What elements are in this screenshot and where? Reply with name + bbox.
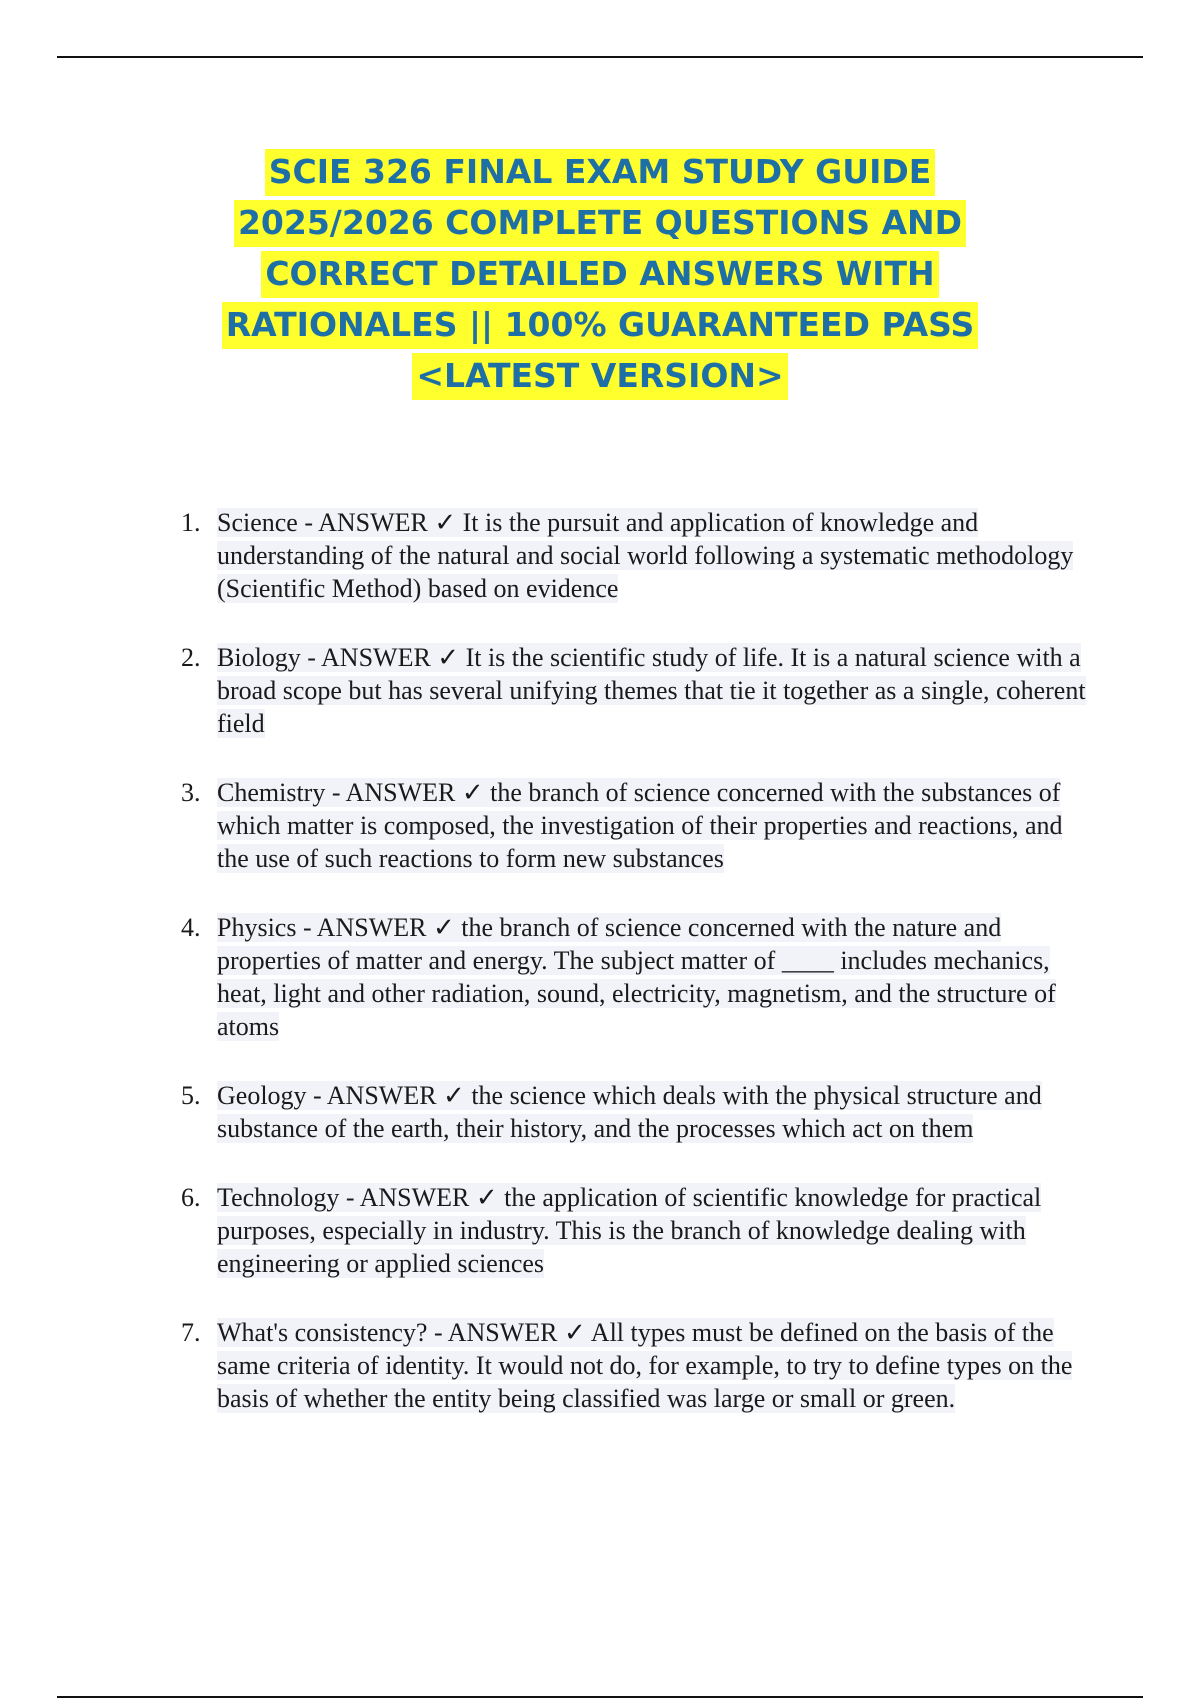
item-number: 5. xyxy=(181,1081,201,1110)
item-text: Technology - ANSWER ✓ the application of scientific knowledge for practical purposes, especially in industry. This is the branch of knowledge dealing with engineering or applied sciences xyxy=(217,1183,1042,1278)
list-item xyxy=(0,776,1200,875)
item-number: 2. xyxy=(181,643,201,672)
title-line: 2025/2026 COMPLETE QUESTIONS AND xyxy=(100,197,1100,248)
title-line: <LATEST VERSION> xyxy=(100,350,1100,401)
title-line: SCIE 326 FINAL EXAM STUDY GUIDE xyxy=(100,146,1100,197)
list-item xyxy=(0,506,1200,605)
item-number: 4. xyxy=(181,913,201,942)
title-line: CORRECT DETAILED ANSWERS WITH xyxy=(100,248,1100,299)
list-item xyxy=(0,911,1200,1043)
item-number: 7. xyxy=(181,1318,201,1347)
qa-list xyxy=(0,506,1200,1451)
list-item xyxy=(0,1181,1200,1280)
item-number: 3. xyxy=(181,778,201,807)
item-text: Chemistry - ANSWER ✓ the branch of science concerned with the substances of which matter is composed, the investigation of their properties and reactions, and the use of such reactions to form new substances xyxy=(217,778,1063,873)
list-item xyxy=(0,1316,1200,1415)
list-item xyxy=(0,1079,1200,1145)
list-item xyxy=(0,641,1200,740)
item-text: Physics - ANSWER ✓ the branch of science concerned with the nature and properties of matter and energy. The subject matter of ____ includes mechanics, heat, light and other radiation, sound, electricity, magnetism, and the structure of atoms xyxy=(217,913,1056,1041)
item-text: Science - ANSWER ✓ It is the pursuit and application of knowledge and understanding of the natural and social world following a systematic methodology (Scientific Method) based on evidence xyxy=(217,508,1074,603)
top-rule xyxy=(57,56,1143,58)
document-title xyxy=(100,146,1100,401)
item-text: Geology - ANSWER ✓ the science which deals with the physical structure and substance of the earth, their history, and the processes which act on them xyxy=(217,1081,1042,1143)
item-number: 6. xyxy=(181,1183,201,1212)
title-line: RATIONALES || 100% GUARANTEED PASS xyxy=(100,299,1100,350)
item-text: What's consistency? - ANSWER ✓ All types must be defined on the basis of the same criteria of identity. It would not do, for example, to try to define types on the basis of whether the entity being classified was large or small or green. xyxy=(217,1318,1073,1413)
item-text: Biology - ANSWER ✓ It is the scientific study of life. It is a natural science with a broad scope but has several unifying themes that tie it together as a single, coherent field xyxy=(217,643,1086,738)
bottom-rule xyxy=(57,1696,1143,1698)
item-number: 1. xyxy=(181,508,201,537)
